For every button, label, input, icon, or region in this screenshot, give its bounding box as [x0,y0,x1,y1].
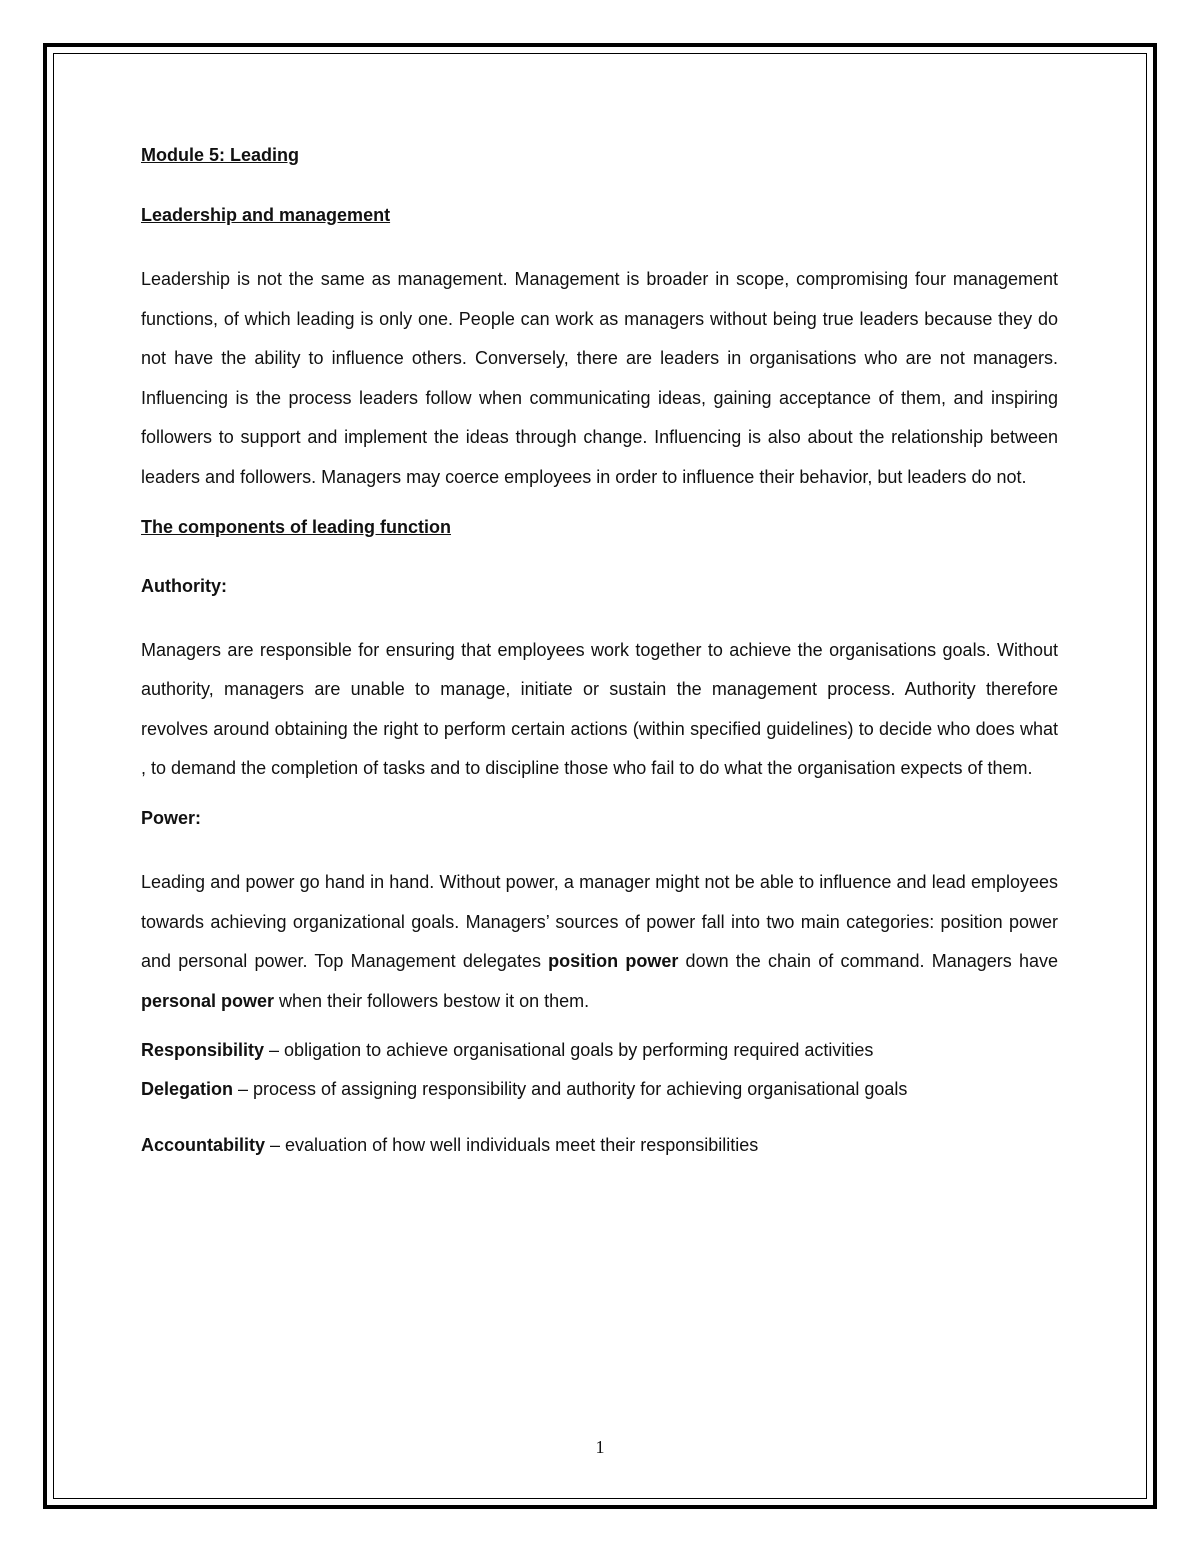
definition-accountability [141,1130,1058,1160]
definition-delegation [141,1074,1058,1104]
section-heading-leadership: Leadership and management [141,205,391,225]
power-text-2: down the chain of command. Managers have [678,951,1058,972]
definition-term: Responsibility [141,1040,265,1061]
authority-heading: Authority: [141,575,227,596]
definition-text: – obligation to achieve organisational goals by performing required activities [264,1040,874,1061]
power-bold-position: position power [548,951,679,972]
module-title: Module 5: Leading [141,145,300,165]
section-heading-components: The components of leading function [141,516,451,537]
definition-text: – evaluation of how well individuals meet their responsibilities [265,1135,759,1156]
authority-paragraph: Managers are responsible for ensuring that employees work together to achieve the organisations goals. Without authority, managers are unable to manage, initiate or sustain the management process. Authority therefore revolves around obtaining the right to perform certain actions (within specified guidelines) to decide who does what , to demand the completion of tasks and to discipline those who fail to do what the organisation expects of them. [141,639,1058,779]
power-heading: Power: [141,807,202,828]
definition-text: – process of assigning responsibility and authority for achieving organisational goals [233,1079,908,1100]
leadership-paragraph: Leadership is not the same as management. Management is broader in scope, compromising four management functions, of which leading is only one. People can work as managers without being true leaders because they do not have the ability to influence others. Conversely, there are leaders in organisations who are not managers. Influencing is the process leaders follow when communicating ideas, gaining acceptance of them, and inspiring followers to support and implement the ideas through change. Influencing is also about the relationship between leaders and followers. Managers may coerce employees in order to influence their behavior, but leaders do not. [141,269,1058,487]
definition-term: Accountability [141,1135,266,1156]
power-bold-personal: personal power [141,990,275,1011]
power-paragraph [141,863,1058,1021]
power-text-3: when their followers bestow it on them. [274,990,590,1011]
definition-term: Delegation [141,1079,234,1100]
page-number: 1 [595,1437,605,1457]
definition-responsibility [141,1035,1058,1065]
document-body [141,140,1058,1160]
power-text-1: Leading and power go hand in hand. Without power, a manager might not be able to influence and lead employees towards achieving organizational goals. Managers’ sources of power fall into two main categories: position power and personal power. Top Management delegates [141,871,1058,972]
